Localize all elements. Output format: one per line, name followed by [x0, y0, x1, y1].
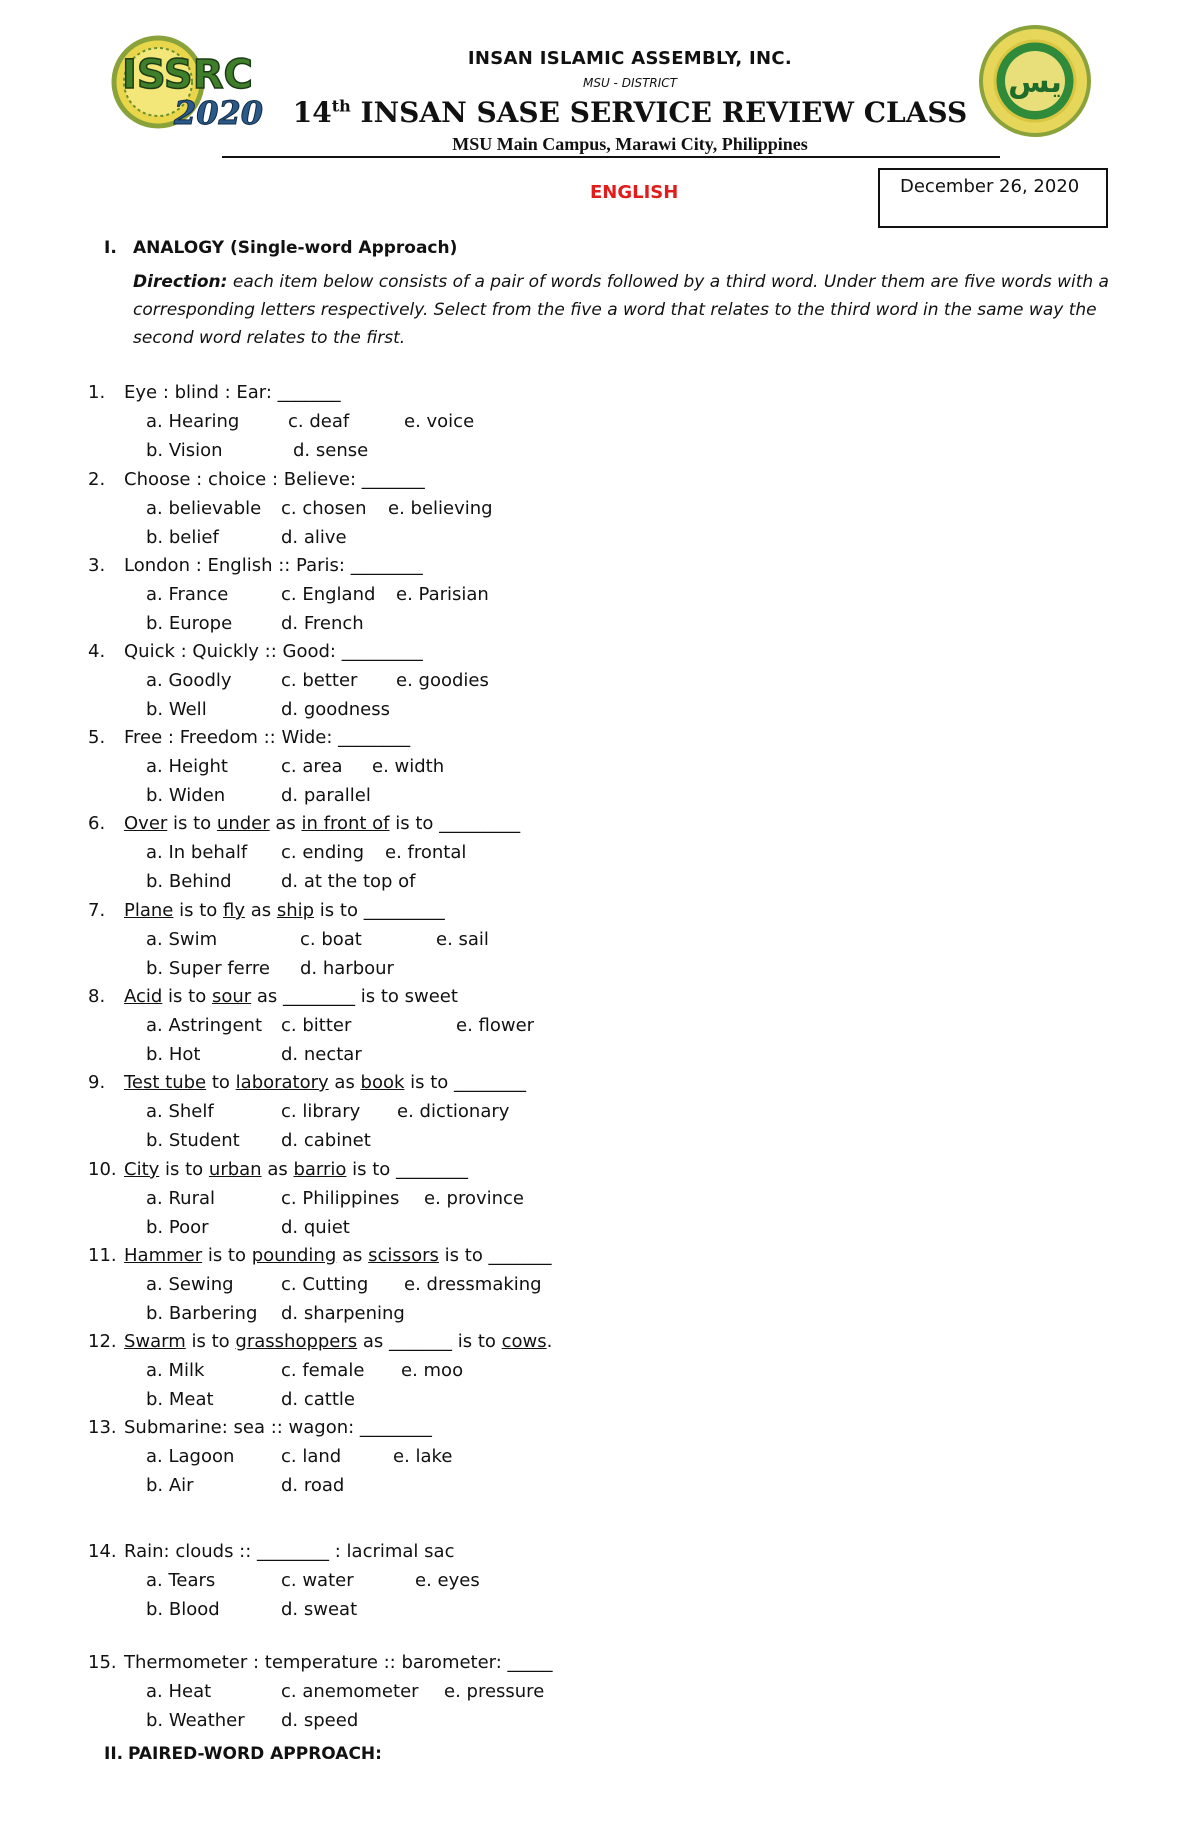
option-b: b. Well [146, 699, 207, 720]
option-d: d. road [281, 1475, 345, 1496]
option-e: e. Parisian [396, 584, 489, 605]
option-c: c. library [281, 1101, 361, 1122]
option-d: d. French [281, 613, 364, 634]
option-e: e. pressure [444, 1681, 545, 1702]
option-d: d. nectar [281, 1044, 362, 1065]
option-a: a. Milk [146, 1360, 205, 1381]
option-b: b. Blood [146, 1599, 220, 1620]
option-e: e. believing [388, 498, 493, 519]
page-title: 14th INSAN SASE SERVICE REVIEW CLASS [292, 96, 968, 129]
question-fragment: Thermometer : temperature :: barometer: _____ [124, 1652, 553, 1673]
question-text [124, 813, 520, 834]
option-a: a. Heat [146, 1681, 212, 1702]
underlined-term: scissors [368, 1245, 439, 1266]
question-fragment: Free : Freedom :: Wide: ________ [124, 727, 411, 748]
question-fragment: as [245, 900, 277, 921]
option-e: e. province [424, 1188, 524, 1209]
underlined-term: book [360, 1072, 405, 1093]
option-c: c. Cutting [281, 1274, 369, 1295]
section-2-title: PAIRED-WORD APPROACH: [128, 1744, 382, 1764]
option-d: d. speed [281, 1710, 359, 1731]
question-text [124, 727, 410, 748]
option-c: c. better [281, 670, 358, 691]
option-b: b. Widen [146, 785, 226, 806]
option-b: b. belief [146, 527, 219, 548]
option-a: a. In behalf [146, 842, 248, 863]
assembly-seal-logo [972, 22, 1098, 140]
option-a: a. Height [146, 756, 228, 777]
option-d: d. sweat [281, 1599, 358, 1620]
question-number: 7. [88, 900, 106, 921]
question-number: 1. [88, 382, 106, 403]
option-b: b. Europe [146, 613, 233, 634]
underlined-term: cows [501, 1331, 547, 1352]
logo-left-year: 2020 [174, 94, 264, 132]
question-fragment: as [336, 1245, 369, 1266]
section-1-direction: Direction: each item below consists of a pair of words followed by a third word. Under them are five words with a corresponding letters respectively. Select from the five a word that relates to the third word in the same way the second word relates to the first. [133, 272, 1109, 348]
option-e: e. width [372, 756, 445, 777]
question-number: 12. [88, 1331, 117, 1352]
question-fragment: is to [162, 986, 212, 1007]
question-fragment: as [328, 1072, 361, 1093]
option-a: a. Goodly [146, 670, 232, 691]
underlined-term: barrio [293, 1159, 347, 1180]
underlined-term: City [124, 1159, 160, 1180]
option-a: a. believable [146, 498, 262, 519]
underlined-term: under [216, 813, 270, 834]
question-text [124, 1245, 552, 1266]
organization-name: INSAN ISLAMIC ASSEMBLY, INC. [467, 48, 793, 69]
option-b: b. Barbering [146, 1303, 258, 1324]
logo-right-text: يس [1008, 65, 1062, 100]
question-text [124, 900, 445, 921]
option-c: c. water [281, 1570, 354, 1591]
question-fragment: is to _________ [314, 900, 445, 921]
underlined-term: Acid [124, 986, 163, 1007]
question-text [124, 1652, 553, 1673]
question-number: 9. [88, 1072, 106, 1093]
question-number: 15. [88, 1652, 117, 1673]
underlined-term: in front of [301, 813, 390, 834]
option-a: a. France [146, 584, 229, 605]
question-fragment: is to ________ [404, 1072, 527, 1093]
option-a: a. Swim [146, 929, 218, 950]
question-fragment: as [269, 813, 302, 834]
question-text [124, 641, 423, 662]
option-c: c. ending [281, 842, 365, 863]
option-b: b. Weather [146, 1710, 245, 1731]
option-d: d. sharpening [281, 1303, 405, 1324]
underlined-term: laboratory [235, 1072, 329, 1093]
option-d: d. parallel [281, 785, 371, 806]
question-fragment: as _______ is to [357, 1331, 502, 1352]
question-text [124, 1541, 454, 1562]
question-fragment: is to [159, 1159, 209, 1180]
option-e: e. goodies [396, 670, 489, 691]
header-divider [222, 156, 1000, 158]
logo-left-text: ISSRC [122, 52, 253, 98]
question-fragment: London : English :: Paris: ________ [124, 555, 423, 576]
question-fragment: to [206, 1072, 236, 1093]
option-d: d. cattle [281, 1389, 355, 1410]
option-d: d. cabinet [281, 1130, 371, 1151]
option-b: b. Meat [146, 1389, 214, 1410]
question-fragment: as ________ is to sweet [251, 986, 458, 1007]
underlined-term: Plane [124, 900, 174, 921]
question-fragment: is to _________ [389, 813, 521, 834]
question-fragment: . [546, 1331, 553, 1352]
option-e: e. sail [436, 929, 489, 950]
underlined-term: urban [208, 1159, 262, 1180]
question-text [124, 1331, 552, 1352]
option-c: c. area [281, 756, 343, 777]
question-fragment: as [261, 1159, 294, 1180]
underlined-term: fly [223, 900, 245, 921]
option-a: a. Astringent [146, 1015, 262, 1036]
question-fragment: Eye : blind : Ear: _______ [124, 382, 341, 403]
question-number: 5. [88, 727, 106, 748]
option-b: b. Air [146, 1475, 194, 1496]
issrc-logo [108, 30, 290, 134]
question-fragment: is to [202, 1245, 252, 1266]
option-b: b. Student [146, 1130, 240, 1151]
option-c: c. bitter [281, 1015, 352, 1036]
question-number: 8. [88, 986, 106, 1007]
option-d: d. goodness [281, 699, 390, 720]
question-number: 4. [88, 641, 106, 662]
question-fragment: Choose : choice : Believe: _______ [124, 469, 425, 490]
underlined-term: Over [124, 813, 168, 834]
option-c: c. land [281, 1446, 342, 1467]
question-text [124, 1072, 526, 1093]
option-d: d. sense [293, 440, 369, 461]
question-fragment: Quick : Quickly :: Good: _________ [124, 641, 423, 662]
underlined-term: grasshoppers [235, 1331, 358, 1352]
section-2-number: II. [104, 1744, 124, 1764]
option-a: a. Sewing [146, 1274, 234, 1295]
option-e: e. dictionary [397, 1101, 510, 1122]
option-b: b. Poor [146, 1217, 209, 1238]
option-e: e. lake [393, 1446, 453, 1467]
underlined-term: sour [211, 986, 252, 1007]
question-number: 2. [88, 469, 106, 490]
question-number: 14. [88, 1541, 117, 1562]
option-c: c. boat [300, 929, 362, 950]
option-d: d. at the top of [281, 871, 416, 892]
question-fragment: is to [167, 813, 217, 834]
location-subtitle: MSU Main Campus, Marawi City, Philippines [452, 134, 808, 154]
question-text [124, 469, 425, 490]
question-fragment: is to [173, 900, 223, 921]
question-number: 10. [88, 1159, 117, 1180]
option-c: c. deaf [288, 411, 350, 432]
option-a: a. Lagoon [146, 1446, 235, 1467]
option-b: b. Hot [146, 1044, 201, 1065]
question-fragment: Submarine: sea :: wagon: ________ [124, 1417, 432, 1438]
question-text [124, 1159, 468, 1180]
option-c: c. female [281, 1360, 365, 1381]
option-e: e. moo [401, 1360, 464, 1381]
question-fragment: Rain: clouds :: ________ : lacrimal sac [124, 1541, 455, 1562]
underlined-term: Swarm [124, 1331, 186, 1352]
underlined-term: Hammer [124, 1245, 203, 1266]
question-text [124, 382, 341, 403]
question-number: 3. [88, 555, 106, 576]
section-1-title: ANALOGY (Single-word Approach) [133, 238, 458, 258]
option-b: b. Super ferre [146, 958, 270, 979]
option-c: c. chosen [281, 498, 367, 519]
date-box: December 26, 2020 [878, 168, 1108, 228]
question-number: 13. [88, 1417, 117, 1438]
underlined-term: ship [276, 900, 315, 921]
option-e: e. eyes [415, 1570, 480, 1591]
subject-label: ENGLISH [590, 182, 679, 203]
option-e: e. dressmaking [404, 1274, 542, 1295]
option-e: e. flower [456, 1015, 535, 1036]
option-a: a. Tears [146, 1570, 216, 1591]
option-c: c. anemometer [281, 1681, 419, 1702]
option-a: a. Shelf [146, 1101, 214, 1122]
question-number: 6. [88, 813, 106, 834]
option-d: d. quiet [281, 1217, 350, 1238]
option-d: d. alive [281, 527, 347, 548]
question-text [124, 1417, 432, 1438]
option-b: b. Vision [146, 440, 223, 461]
option-e: e. voice [404, 411, 475, 432]
option-a: a. Rural [146, 1188, 216, 1209]
district-label: MSU - DISTRICT [582, 76, 678, 90]
underlined-term: Test tube [124, 1072, 207, 1093]
question-fragment: is to ________ [346, 1159, 469, 1180]
option-c: c. Philippines [281, 1188, 400, 1209]
option-e: e. frontal [385, 842, 467, 863]
question-text [124, 986, 458, 1007]
option-c: c. England [281, 584, 376, 605]
question-fragment: is to [185, 1331, 236, 1352]
section-1-number: I. [104, 238, 117, 258]
option-d: d. harbour [300, 958, 394, 979]
question-text [124, 555, 423, 576]
question-fragment: is to _______ [438, 1245, 552, 1266]
underlined-term: pounding [251, 1245, 337, 1266]
option-b: b. Behind [146, 871, 232, 892]
option-a: a. Hearing [146, 411, 240, 432]
question-number: 11. [88, 1245, 117, 1266]
